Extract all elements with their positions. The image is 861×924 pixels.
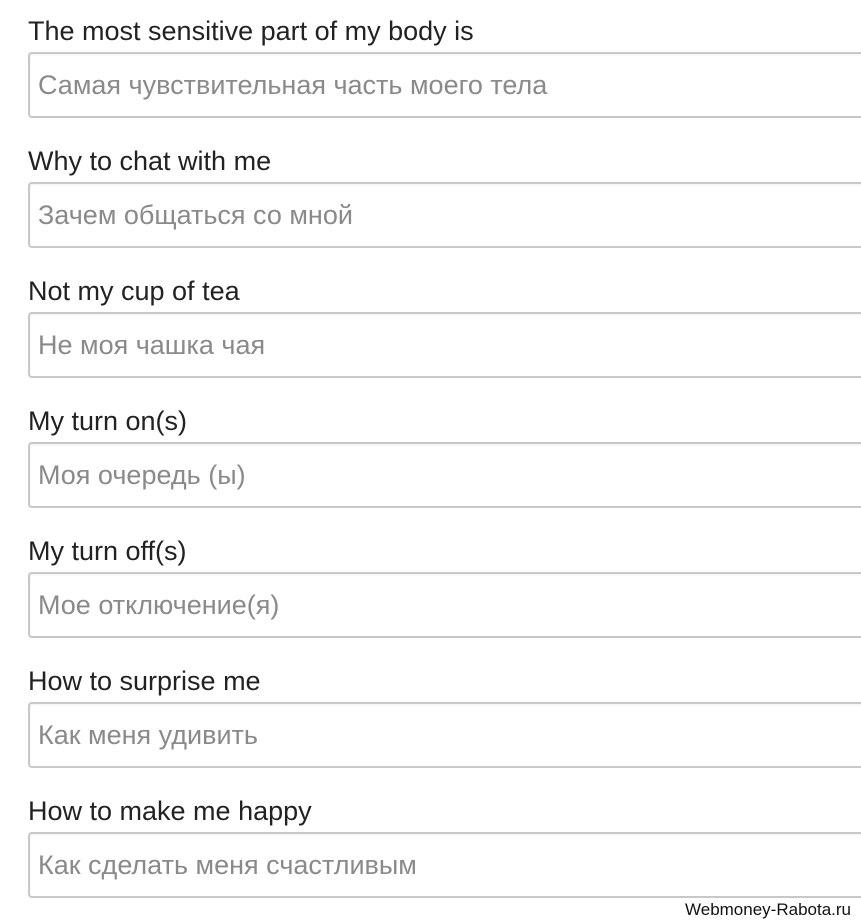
field-label: My turn off(s) (28, 536, 187, 566)
field-surprise-me (28, 664, 861, 794)
not-my-cup-of-tea-input[interactable] (28, 312, 861, 378)
field-why-chat (28, 144, 861, 274)
sensitive-part-input[interactable] (28, 52, 861, 118)
field-label: The most sensitive part of my body is (28, 16, 474, 46)
field-not-my-cup-of-tea (28, 274, 861, 404)
turn-offs-input[interactable] (28, 572, 861, 638)
field-sensitive-part (28, 14, 861, 144)
surprise-me-input[interactable] (28, 702, 861, 768)
field-label: How to surprise me (28, 666, 261, 696)
field-label: My turn on(s) (28, 406, 188, 436)
make-me-happy-input[interactable] (28, 832, 861, 898)
why-chat-input[interactable] (28, 182, 861, 248)
field-label: How to make me happy (28, 796, 312, 826)
field-label: Why to chat with me (28, 146, 272, 176)
field-label: Not my cup of tea (28, 276, 240, 306)
profile-form (28, 14, 861, 924)
watermark: Webmoney-Rabota.ru (681, 898, 855, 922)
field-turn-ons (28, 404, 861, 534)
field-turn-offs (28, 534, 861, 664)
turn-ons-input[interactable] (28, 442, 861, 508)
